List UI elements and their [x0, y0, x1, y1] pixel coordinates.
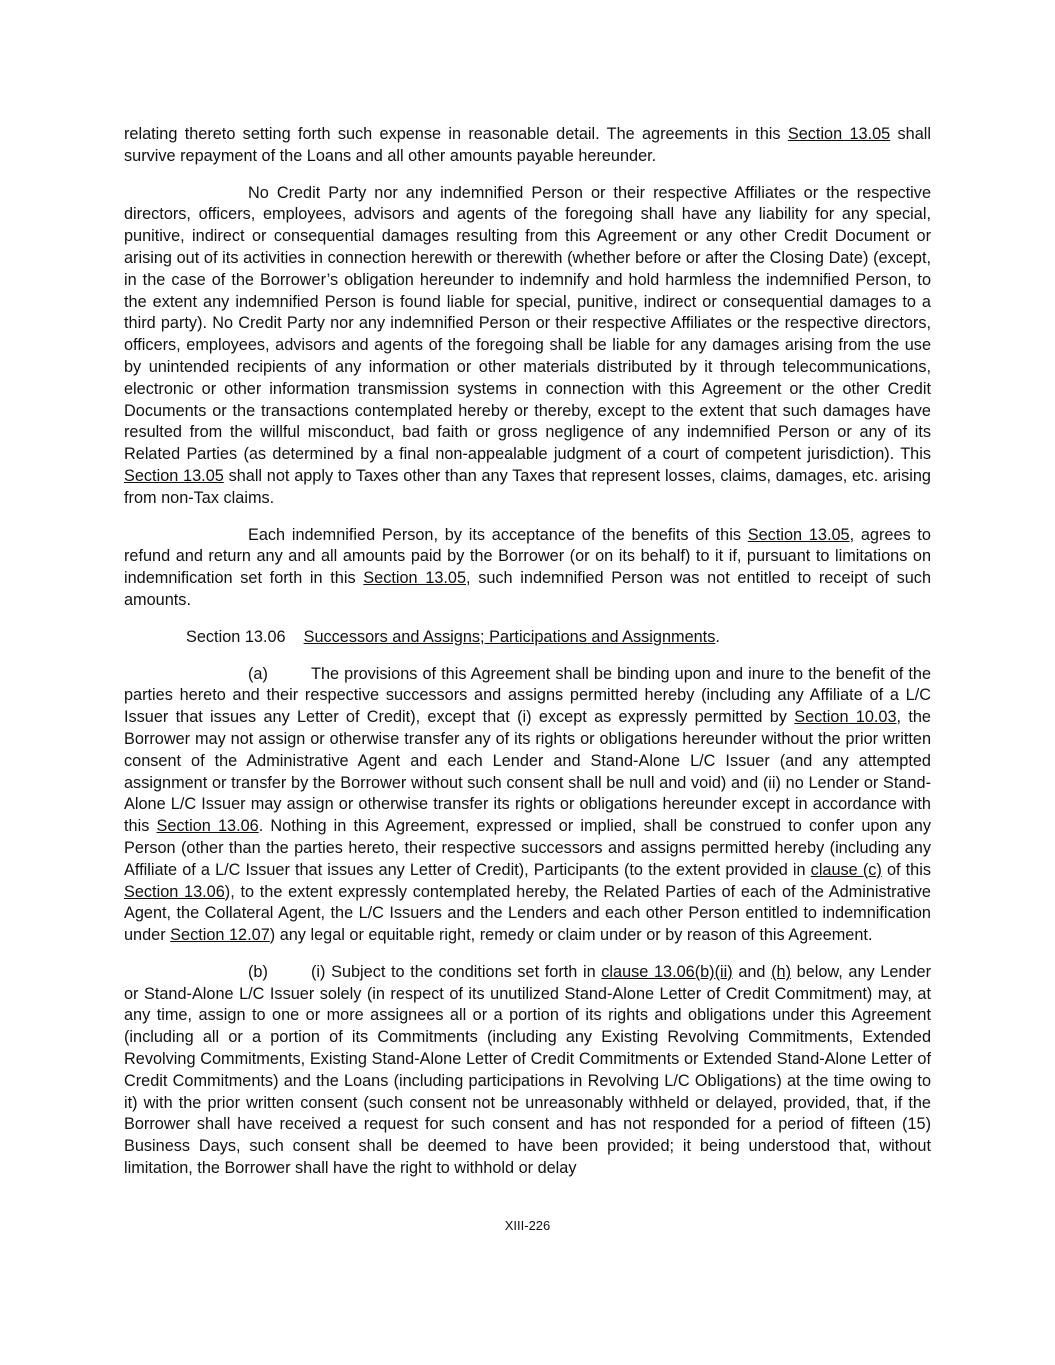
section-number: Section 13.06	[186, 627, 286, 646]
clause-reference: clause 13.06(b)(ii)	[601, 962, 733, 981]
section-reference: Section 13.05	[747, 525, 850, 544]
section-reference: Section 13.05	[787, 125, 891, 143]
clause-marker: (a)	[248, 664, 268, 683]
paragraph-survival: relating thereto setting forth such expense in reasonable detail. The agreements in this Section 13.05 shall survive repayment of the Loans and all other amounts payable hereunder.	[124, 125, 931, 165]
clause-reference: clause (c)	[810, 860, 882, 879]
page-number: XIII-226	[504, 1218, 551, 1233]
paragraph-liability-limitation: No Credit Party nor any indemnified Person or their respective Affiliates or the respective directors, officers, employees, advisors and agents of the foregoing shall have any liability for any special, punitive, indirect or consequential damages resulting from this Agreement or any other Credit Document or arising out of its activities in connection herewith or therewith (whether before or after the Closing Date) (except, in the case of the Borrower’s obligation hereunder to indemnify and hold harmless the indemnified Person, to the extent any indemnified Person is found liable for special, punitive, indirect or consequential damages to a third party). No Credit Party nor any indemnified Person or their respective Affiliates or the respective directors, officers, employees, advisors and agents of the foregoing shall be liable for any damages arising from the use by unintended recipients of any information or other materials distributed by it through telecommunications, electronic or other information transmission systems in connection with this Agreement or the other Credit Documents or the transactions contemplated hereby or thereby, except to the extent that such damages have resulted from the willful misconduct, bad faith or gross negligence of any indemnified Person or any of its Related Parties (as determined by a final non-appealable judgment of a court of competent jurisdiction). This Section 13.05 shall not apply to Taxes other than any Taxes that represent losses, claims, damages, etc. arising from non-Tax claims.	[124, 183, 931, 507]
clause-b: (b) (i) Subject to the conditions set forth in clause 13.06(b)(ii) and (h) below, any Lender or Stand-Alone L/C Issuer solely (in respect of its unutilized Stand-Alone Letter of Credit Commitment) may, at any time, assign to one or more assignees all or a portion of its rights and obligations under this Agreement (including all or a portion of its Commitments (including any Existing Revolving Commitments, Extended Revolving Commitments, Existing Stand-Alone Letter of Credit Commitments or Extended Stand-Alone Letter of Credit Commitments) and the Loans (including participations in Revolving L/C Obligations) at the time owing to it) with the prior written consent (such consent not be unreasonably withheld or delayed, provided, that, if the Borrower shall have received a request for such consent and has not responded for a period of fifteen (15) Business Days, such consent shall be deemed to have been provided; it being understood that, without limitation, the Borrower shall have the right to withhold or delay	[124, 962, 932, 1178]
clause-a: (a) The provisions of this Agreement shall be binding upon and inure to the benefit of the parties hereto and their respective successors and assigns permitted hereby (including any Affiliate of a L/C Issuer that issues any Letter of Credit), except that (i) except as expressly permitted by Section 10.03, the Borrower may not assign or otherwise transfer any of its rights or obligations hereunder without the prior written consent of the Administrative Agent and each Lender and Stand-Alone L/C Issuer (and any attempted assignment or transfer by the Borrower without such consent shall be null and void) and (ii) no Lender or Stand-Alone L/C Issuer may assign or otherwise transfer its rights or obligations hereunder except in accordance with this Section 13.06. Nothing in this Agreement, expressed or implied, shall be construed to confer upon any Person (other than the parties hereto, their respective successors and assigns permitted hereby (including any Affiliate of a L/C Issuer that issues any Letter of Credit), Participants (to the extent provided in clause (c) of this Section 13.06), to the extent expressly contemplated hereby, the Related Parties of each of the Administrative Agent, the Collateral Agent, the L/C Issuers and the Lenders and each other Person entitled to indemnification under Section 12.07) any legal or equitable right, remedy or claim under or by reason of this Agreement.	[124, 664, 931, 945]
section-reference: Section 10.03	[794, 708, 897, 727]
document-body	[124, 124, 931, 1195]
section-heading: Section 13.06 Successors and Assigns; Participations and Assignments.	[186, 627, 720, 646]
clause-marker: (b)	[248, 962, 268, 981]
section-reference: Section 13.05	[363, 569, 467, 588]
section-reference: Section 13.06	[124, 882, 225, 901]
section-title: Successors and Assigns; Participations and Assignments	[303, 627, 716, 646]
section-reference: Section 12.07	[170, 926, 270, 945]
paragraph-refund: Each indemnified Person, by its acceptance of the benefits of this Section 13.05, agrees to refund and return any and all amounts paid by the Borrower (or on its behalf) to it if, pursuant to limitations on indemnification set forth in this Section 13.05, such indemnified Person was not entitled to receipt of such amounts.	[124, 525, 932, 609]
clause-reference: (h)	[771, 962, 792, 981]
section-reference: Section 13.05	[124, 466, 224, 485]
section-reference: Section 13.06	[156, 817, 259, 836]
